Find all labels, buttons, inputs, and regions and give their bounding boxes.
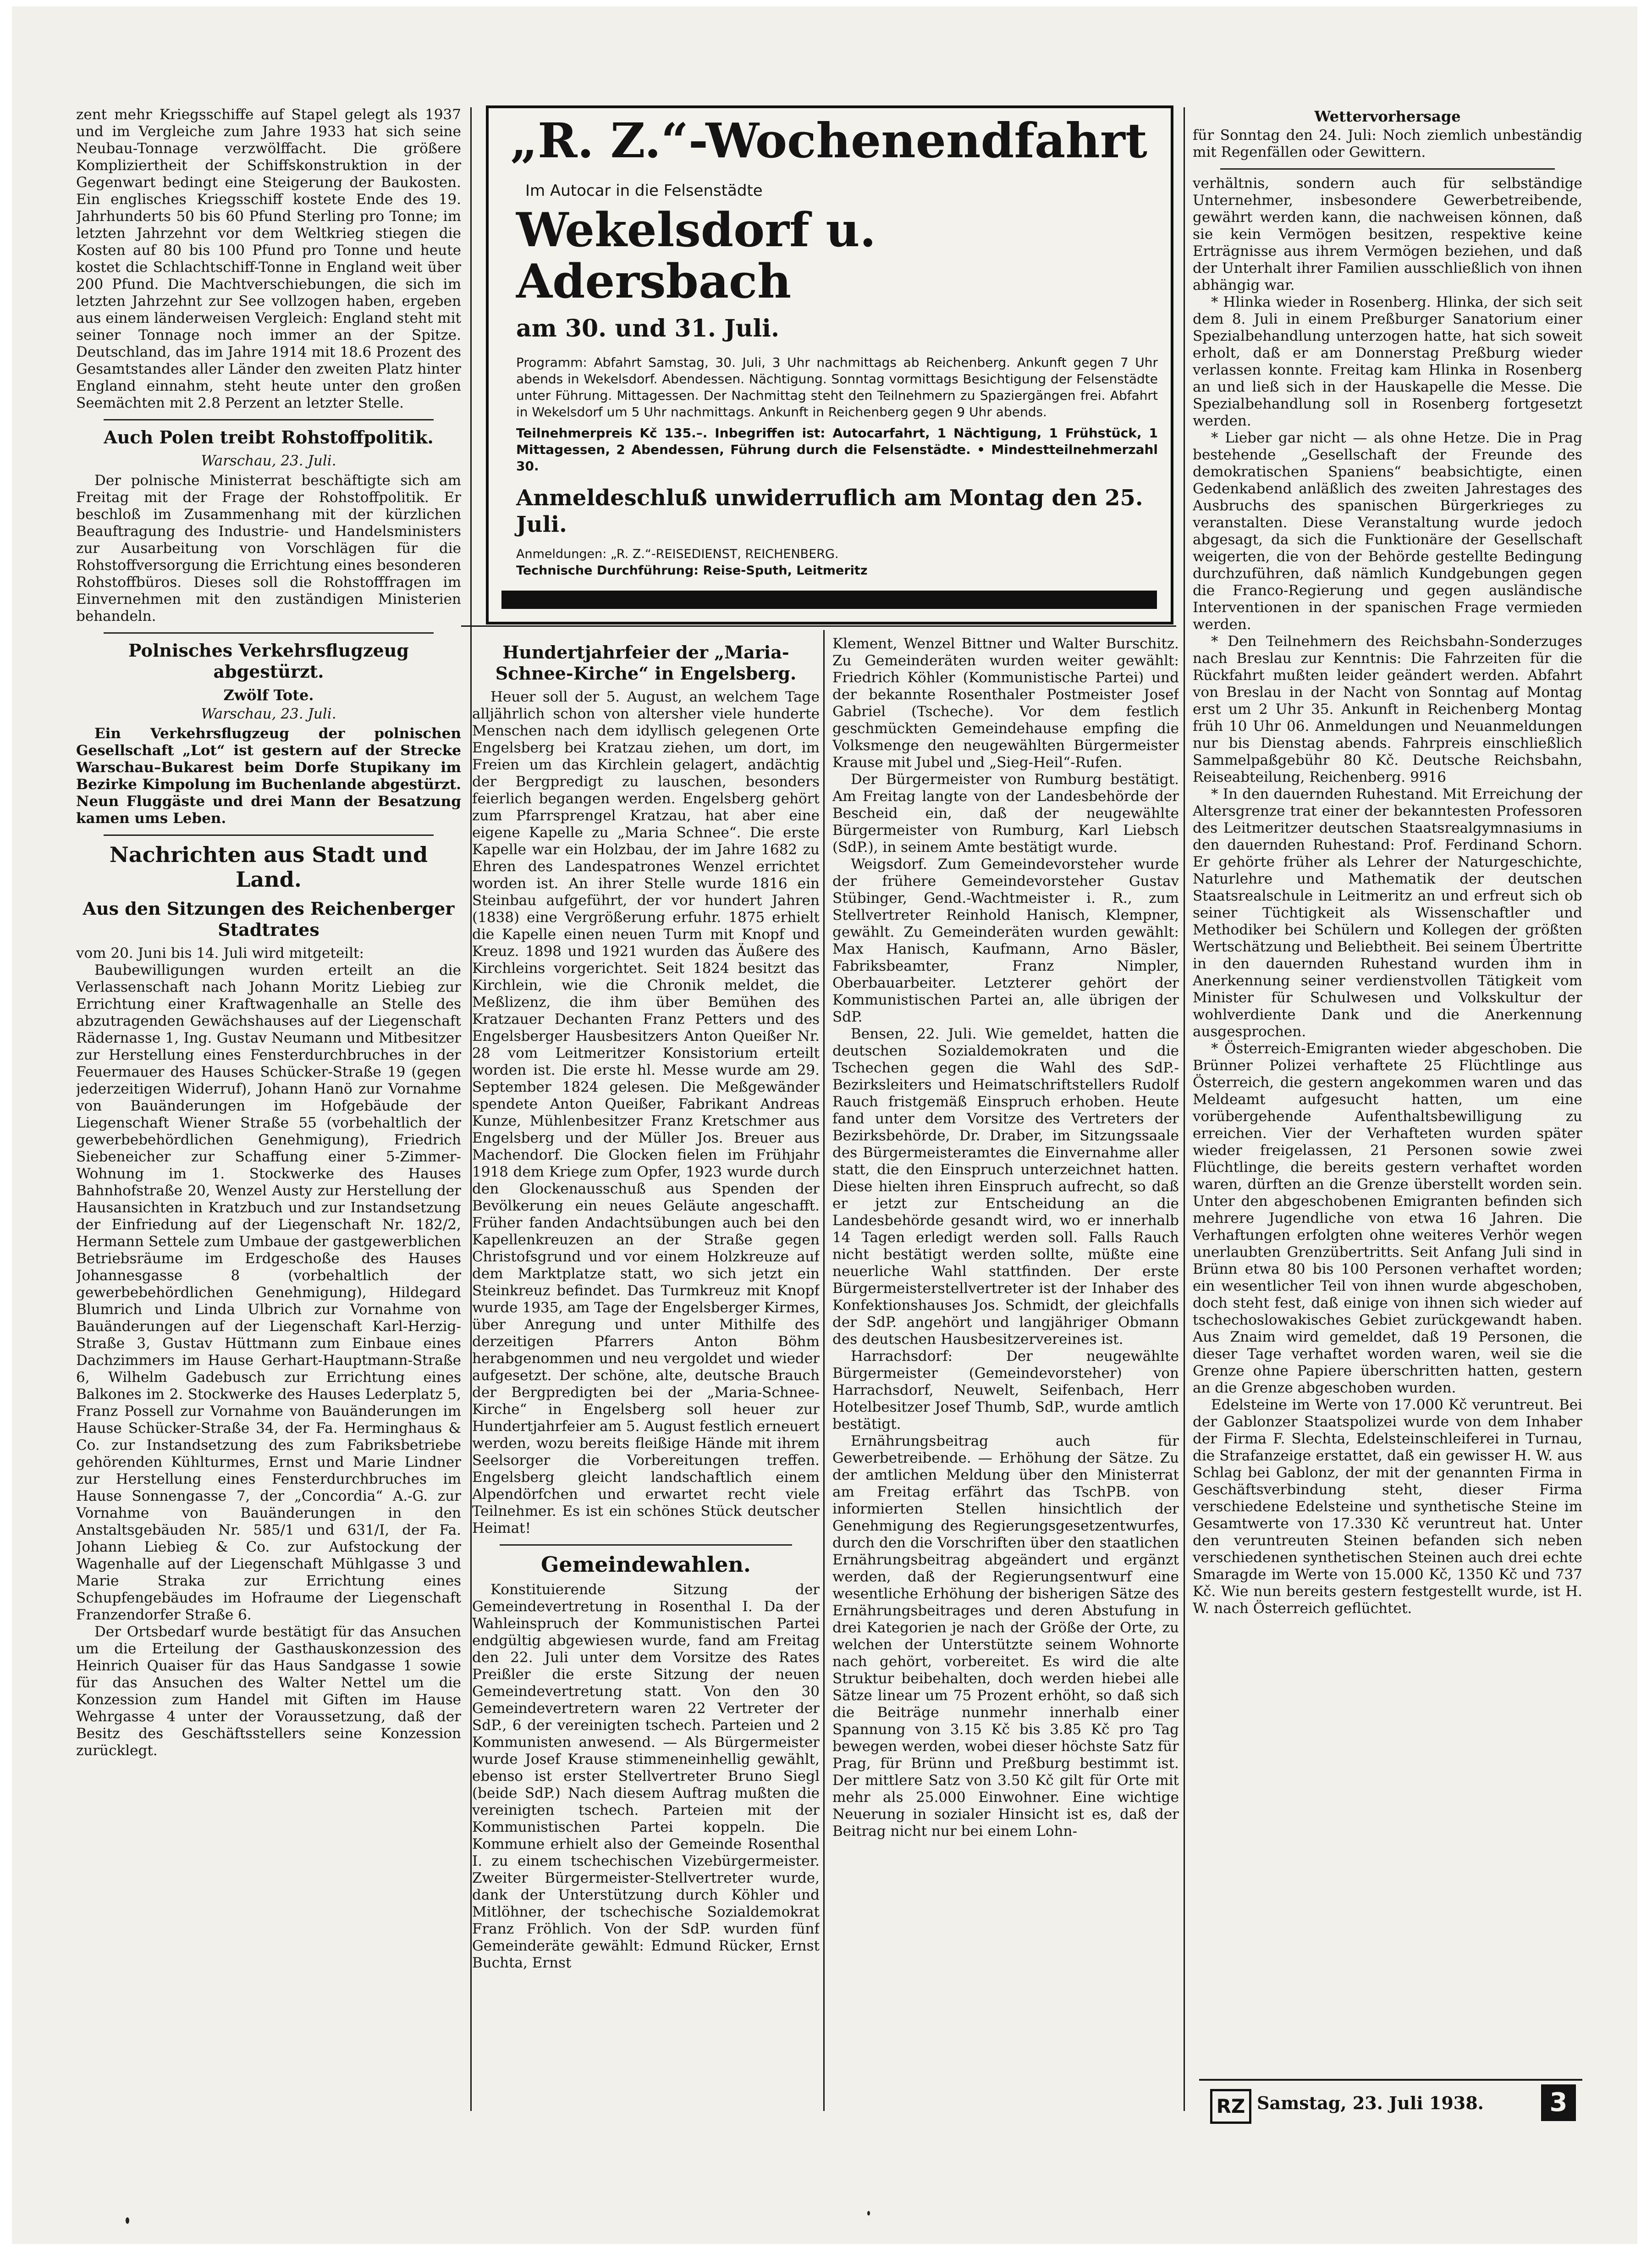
weather-title: Wettervorhersage [1314, 108, 1461, 125]
section-rule [461, 625, 1176, 627]
article-rosenthal-session: Konstituierende Sitzung der Gemeindevertretung in Rosenthal I. Da der Wahleinspruch der Kommunistischen Partei endgültig abgewiesen wurde, fand am Freitag den 22. Juli unter dem Vorsitze des Rates Preißler die erste Sitzung der neuen Gemeindevertretung statt. Von den 30 Gemeindevertretern waren 22 Vertreter der SdP., 6 der vereinigten tschech. Parteien und 2 Kommunisten anwesend. — Als Bürgermeister wurde Josef Krause stimmeneinhellig gewählt, ebenso ist erster Stellvertreter Bruno Siegl (beide SdP.) Nach diesem Auftrag mußten die vereinigten tschech. Parteien mit der Kommunistischen Partei koppeln. Die Kommune erhielt also der Gemeinde Rosenthal I. zu einem tschechischen Vizebürgermeister. Zweiter Bürgermeister-Stellvertreter wurde, dank der Unterstützung durch Köhler und Mitlöhner, der tschechische Sozialdemokrat Franz Fröhlich. Von der SdP. wurden fünf Gemeinderäte gewählt: Edmund Rücker, Ernst Buchta, Ernst [472, 1581, 820, 1971]
dateline: Warschau, 23. Juli. [201, 706, 336, 722]
ad-subtitle: Im Autocar in die Felsenstädte [525, 182, 763, 200]
article-gemstones: Edelsteine im Werte von 17.000 Kč veruntreut. Bei der Gablonzer Staatspolizei wurde von dem Inhaber der Firma F. Slechta, Edelsteinschleiferei in Turnau, die Strafanzeige erstattet, daß ein gewisser H. W. aus Schlag bei Gablonz, der mit der genannten Firma in Geschäftsverbindung steht, dieser Firma verschiedene Edelsteine und synthetische Steine im Gesamtwerte von 17.330 Kč veruntreut hat. Unter den veruntreuten Steinen befanden sich neben verschiedenen synthetischen Steinen auch drei echte Smaragde im Werte von 15.000 Kč, 1350 Kč und 737 Kč. Wie nun bereits gestern festgestellt wurde, ist H. W. nach Österreich geflüchtet. [1193, 1397, 1582, 1617]
city-council-intro: vom 20. Juni bis 14. Juli wird mitgeteilt: [76, 945, 364, 961]
ad-date: am 30. und 31. Juli. [516, 315, 780, 343]
column-rule [823, 630, 825, 2111]
article-plane-crash: Ein Verkehrsflugzeug der polnischen Gesellschaft „Lot“ ist gestern auf der Strecke Warschau–Bukarest beim Dorfe Stupikany im Bezirke Kimpolung im Buchenlande abgestürzt. Neun Fluggäste und drei Mann der Besatzung kamen ums Leben. [76, 725, 461, 827]
article-rumburg-mayor: Der Bürgermeister von Rumburg bestätigt. Am Freitag langte von der Landesbehörde der Bescheid ein, daß der neugewählte Bürgermeister von Rumburg, Karl Liebsch (SdP.), in seinem Amte bestätigt wurde. [832, 771, 1179, 856]
article-intro: zent mehr Kriegsschiffe auf Stapel gelegt als 1937 und im Vergleiche zum Jahre 1933 hat sich seine Neubau-Tonnage verzwölffacht. Die größere Kompliziertheit der Schiffskonstruktion in der Gegenwart bedingt eine Steigerung der Baukosten. Ein englisches Kriegsschiff kostete Ende des 19. Jahrhunderts 50 bis 60 Pfund Sterling pro Tonne; im letzten Jahrzehnt vor dem Weltkrieg stiegen die Kosten auf 80 bis 100 Pfund pro Tonne und heute kostet die Schlachtschiff-Tonne in England weit über 200 Pfund. Die Machtverschiebungen, die sich im letzten Jahrzehnt zur See vollzogen haben, ergeben aus einem länderweisen Vergleich: England steht mit seiner Tonnage noch immer an der Spitze. Deutschland, das im Jahre 1914 mit 18.6 Prozent des Gesamtstandes aller Länder den zweiten Platz hinter England einnahm, steht heute unter den großen Seemächten mit 2.8 Perzent an letzter Stelle. [76, 106, 461, 411]
page-number: 3 [1541, 2084, 1576, 2121]
article-building-permits: Baubewilligungen wurden erteilt an die Verlassenschaft nach Johann Moritz Liebieg zur Errichtung einer Kraftwagenhalle an Stelle des abzutragenden Gewächshauses auf der Liegenschaft Rädernasse 1, Ing. Gustav Neumann und Mitbesitzer zur Herstellung eines Fensterdurchbruches in der Feuermauer des Hauses Schücker-Straße 19 (gegen jederzeitigen Widerruf), Johann Hanö zur Vornahme von Bauänderungen im Hofgebäude der Liegenschaft Wiener Straße 55 (vorbehaltlich der gewerbebehördlichen Genehmigung), Friedrich Siebeneicher zur Schaffung einer 5-Zimmer-Wohnung im 1. Stockwerke des Hauses Bahnhofstraße 20, Wenzel Austy zur Herstellung der Hausansichten in Kratzbuch und zur Instandsetzung der Einfriedung auf der Liegenschaft Nr. 182/2, Hermann Settele zum Umbaue der gastgewerblichen Betriebsräume im Erdgeschoße des Hauses Johannesgasse 8 (vorbehaltlich der gewerbebehördlichen Genehmigung), Hildegard Blumrich und Linda Ulbrich zur Vornahme von Bauänderungen auf der Liegenschaft Karl-Herzig-Straße 3, Gustav Hüttmann zum Einbaue eines Dachzimmers im Hause Gerhart-Hauptmann-Straße 6, Wilhelm Gadebusch zur Errichtung eines Balkones im 2. Stockwerke des Hauses Lederplatz 5, Franz Possell zur Vornahme von Bauänderungen im Hause Schücker-Straße 34, der Fa. Herminghaus & Co. zur Instandsetzung des zum Fabriksbetriebe gehörenden Kühlturmes, Ernst und Marie Lindner zur Herstellung eines Fensterdurchbruches im Hause Sonnengasse 7, der „Concordia“ A.-G. zur Vornahme von Bauänderungen in den Anstaltsgebäuden Nr. 585/1 und 631/I, der Fa. Johann Liebieg & Co. zur Aufstockung der Wagenhalle auf der Liegenschaft Mühlgasse 3 und Marie Straka zur Errichtung eines Schupfengebäudes im Hofraume der Liegenschaft Franzendorfer Straße 6. [76, 962, 461, 1623]
column-1 [76, 106, 461, 2105]
scan-mark [867, 2211, 870, 2216]
headline-engelsberg-centenary: Hundertjahrfeier der „Maria-Schnee-Kirche“ in Engelsberg. [495, 642, 797, 684]
subheadline-plane-crash: Zwölf Tote. [223, 686, 314, 704]
article-food-contribution: Ernährungsbeitrag auch für Gewerbetreibende. — Erhöhung der Sätze. Zu der amtlichen Meldung über den Ministerrat am Freitag erfährt das TschPB. von informierten Stellen hinsichtlich der Genehmigung des Regierungsgesetzentwurfes, durch den die Vorschriften über den staatlichen Ernährungsbeitrag abgeändert und ergänzt werden, daß der Regierungsentwurf eine wesentliche Erhöhung der bisherigen Sätze des Ernährungsbeitrages und deren Abstufung in drei Kategorien je nach der Größe der Orte, zu welchen der Unterstützte seinem Wohnorte nach gehört, vorbereitet. Es wird die alte Struktur beibehalten, doch werden hiebei alle Sätze linear um 75 Prozent erhöht, so daß sich die Beiträge nunmehr innerhalb einer Spannung von 3.15 Kč bis 3.85 Kč pro Tag bewegen werden, wobei dieser höchste Satz für Prag, für Brünn und Preßburg bestimmt ist. Der mittlere Satz von 3.50 Kč gilt für Orte mit mehr als 25.000 Einwohner. Eine wichtige Neuerung in sozialer Hinsicht ist es, daß der Beitrag nicht nur bei einem Lohn- [832, 1433, 1179, 1840]
article-bensen: Bensen, 22. Juli. Wie gemeldet, hatten die deutschen Sozialdemokraten und die Tschechen gegen die Wahl des SdP.-Bezirksleiters und Heimatschriftstellers Rudolf Rauch fristgemäß Einspruch erhoben. Heute fand unter dem Vorsitze des Vertreters der Bezirksbehörde, Dr. Draber, im Sitzungssaale des Bürgermeisteramtes die Einvernahme aller statt, die den Einspruch unterzeichnet hatten. Diese hielten ihren Einspruch aufrecht, so daß er jetzt zur Entscheidung an die Landesbehörde gesandt wird, wo er innerhalb 14 Tagen erledigt werden soll. Falls Rauch nicht bestätigt werden sollte, müßte eine neuerliche Wahl stattfinden. Der erste Bürgermeisterstellvertreter ist der Inhaber des Konfektionshauses Jos. Schmidt, der gleichfalls der SdP. angehört und langjähriger Obmann des deutschen Hausbesitzervereines ist. [832, 1026, 1179, 1348]
ad-contact: Anmeldungen: „R. Z.“-REISEDIENST, REICHENBERG. [516, 547, 839, 561]
ad-price: Teilnehmerpreis Kč 135.–. Inbegriffen ist: Autocarfahrt, 1 Nächtigung, 1 Frühstück, 1 Mittagessen, 2 Abendessen, Führung durch die Felsenstädte. • Mindestteilnehmerzahl 30. [516, 425, 1158, 474]
newspaper-page [12, 6, 1637, 2244]
travel-advertisement [486, 105, 1173, 624]
column-3 [832, 635, 1179, 2107]
article-local-demand: Der Ortsbedarf wurde bestätigt für das Ansuchen um die Erteilung der Gasthauskonzession des Heinrich Quaiser für das Haus Sandgasse 1 sowie für das Ansuchen des Walter Nettel um die Konzession zum Handel mit Giften im Hause Wehrgasse 4 unter der Voraussetzung, daß der Besitz des Geschäftsstellers seine Konzession zurücklegt. [76, 1624, 461, 1759]
article-weigsdorf: Weigsdorf. Zum Gemeindevorsteher wurde der frühere Gemeindevorsteher Gustav Stübinger, Gend.-Wachtmeister i. R., zum Stellvertreter Reinhold Hanisch, Klempner, gewählt. Zu Gemeinderäten wurden gewählt: Max Hanisch, Kaufmann, Arno Bäsler, Fabriksbeamter, Franz Nimpler, Oberbauarbeiter. Letzterer gehört der Kommunistischen Partei an, alle übrigen der SdP. [832, 856, 1179, 1025]
weather-forecast: für Sonntag den 24. Juli: Noch ziemlich unbeständig mit Regenfällen oder Gewittern. [1193, 127, 1582, 160]
article-spain-event: * Lieber gar nicht — als ohne Hetze. Die in Prag bestehende „Gesellschaft der Freunde des demokratischen Spaniens“ beabsichtigte, einen Gedenkabend anläßlich des zweiten Jahrestages des Ausbruchs des spanischen Bürgerkrieges zu veranstalten. Diese Veranstaltung wurde jedoch abgesagt, da sich die Funktionäre der Gesellschaft weigerten, die von der Behörde gestellte Bedingung durchzuführen, daß nämlich Kundgebungen gegen die Franco-Regierung und gegen ausländische Interventionen in der spanischen Frage vermieden werden. [1193, 430, 1582, 633]
article-rosenthal-continued: Klement, Wenzel Bittner und Walter Burschitz. Zu Gemeinderäten wurden weiter gewählt: Friedrich Köhler (Kommunistische Partei) und der bekannte Rosenthaler Postmeister Josef Gabriel (Tscheche). Vor dem festlich geschmückten Gemeindehause empfing die Volksmenge den neugewählten Bürgermeister Krause mit Jubel und „Sieg-Heil“-Rufen. [832, 635, 1179, 771]
ad-deadline: Anmeldeschluß unwiderruflich am Montag den 25. Juli. [516, 485, 1143, 537]
article-hlinka: * Hlinka wieder in Rosenberg. Hlinka, der sich seit dem 8. Juli in einem Preßburger Sanatorium einer Spezialbehandlung unterzogen hatte, hat sich soweit erholt, daß er am Donnerstag Preßburg wieder verlassen konnte. Freitag kam Hlinka in Rosenberg an und ließ sich in der Hauskapelle die Messe. Die Spezialbehandlung soll in Rosenberg fortgesetzt werden. [1193, 294, 1582, 429]
headline-plane-crash: Polnisches Verkehrsflugzeug abgestürzt. [128, 640, 409, 682]
footer-rule [1199, 2079, 1582, 2081]
issue-date: Samstag, 23. Juli 1938. [1257, 2093, 1484, 2113]
article-separator [104, 632, 434, 634]
headline-poland-raw-materials: Auch Polen treibt Rohstoffpolitik. [104, 427, 434, 448]
article-separator [500, 1544, 792, 1546]
dateline: Warschau, 23. Juli. [201, 453, 336, 469]
section-title-municipal-elections: Gemeindewahlen. [541, 1552, 751, 1577]
article-harrachsdorf: Harrachsdorf: Der neugewählte Bürgermeister (Gemeindevorsteher) von Harrachsdorf, Neuwelt, Seifenbach, Herr Hotelbesitzer Josef Thumb, SdP., wurde amtlich bestätigt. [832, 1348, 1179, 1432]
ad-bottom-bar [501, 591, 1157, 609]
article-separator [104, 419, 434, 420]
column-rule [470, 107, 472, 2111]
column-2 [472, 635, 820, 2107]
article-separator [104, 834, 434, 836]
article-austria-emigrants: * Österreich-Emigranten wieder abgeschoben. Die Brünner Polizei verhaftete 25 Flüchtlinge aus Österreich, die gestern angekommen waren und das Meldeamt aufgesucht hatten, um eine vorübergehende Aufenthaltsbewilligung zu erreichen. Vier der Verhafteten wurden später wieder freigelassen, 21 Personen sowie zwei Flüchtlinge, die bereits gestern verhaftet worden waren, dürften an die Grenze überstellt worden sein. Unter den abgeschobenen Emigranten befinden sich mehrere Jugendliche von etwa 16 Jahren. Die Verhaftungen erfolgten ohne weiteres Verhör wegen unerlaubten Grenzübertritts. Seit Anfang Juli sind in Brünn etwa 80 bis 100 Personen verhaftet worden; ein wesentlicher Teil von ihnen wurde abgeschoben, doch steht fest, daß einige von ihnen sich wieder auf tschechoslowakisches Gebiet zurückgewandt haben. Aus Znaim wird gemeldet, daß 19 Personen, die dieser Tage verhaftet worden waren, weil sie die Grenze ohne Papiere überschritten hatten, gestern an die Grenze abgeschoben wurden. [1193, 1040, 1582, 1396]
article-separator [1220, 168, 1555, 170]
article-poland-raw-materials: Der polnische Ministerrat beschäftigte sich am Freitag mit der Frage der Rohstoffpolitik. Er beschloß im Zusammenhang mit der kürzlichen Beauftragung des Industrie- und Handelsministers zur Ausarbeitung von Vorschlägen für die Rohstoffversorgung die Errichtung eines besonderen Rohstoffbüros. Dieses soll die Rohstofffragen im Einvernehmen mit den zuständigen Ministerien behandeln. [76, 472, 461, 624]
column-rule [1184, 107, 1185, 2111]
headline-city-council: Aus den Sitzungen des Reichenberger Stadtrates [83, 898, 455, 940]
article-food-contribution-continued: verhältnis, sondern auch für selbständige Unternehmer, insbesondere Gewerbetreibende, gewährt werden kann, die nachweisen können, daß sie kein Vermögen besitzen, respektive keine Erträgnisse aus ihrem Vermögen beziehen, und daß der Unterhalt ihrer Familien ausschließlich von ihnen abhängig war. [1193, 175, 1582, 293]
ad-body [516, 182, 1158, 579]
article-engelsberg-centenary: Heuer soll der 5. August, an welchem Tage alljährlich schon von altersher viele hunderte Menschen nach dem idyllisch gelegenen Orte Engelsberg bei Kratzau ziehen, um dort, im Freien um das Kirchlein gelagert, andächtig der Bergpredigt zu lauschen, besonders feierlich begangen werden. Engelsberg gehört zum Pfarrsprengel Kratzau, hat aber eine eigene Kapelle zu „Maria Schnee“. Die erste Kapelle war ein Holzbau, der im Jahre 1682 zu Ehren des Landespatrones Wenzel errichtet worden ist. An ihrer Stelle wurde 1816 ein Steinbau aufgeführt, der vor hundert Jahren (1838) eine Vergrößerung erfuhr. 1875 erhielt die Kapelle einen neuen Turm mit Knopf und Kreuz. 1898 und 1921 wurden das Äußere des Kirchleins vorgerichtet. Seit 1824 besitzt das Kirchlein, wie die Chronik meldet, die Meßlizenz, die ihm über Bemühen des Kratzauer Dechanten Franz Petters und des Engelsberger Hausbesitzers Anton Queißer Nr. 28 vom Leitmeritzer Konsistorium erteilt worden ist. Die erste hl. Messe wurde am 29. September 1824 gelesen. Die Meßgewänder spendete Anton Queißer, Fabrikant Andreas Kunze, Mühlenbesitzer Franz Kretschmer aus Engelsberg und der Müller Jos. Breuer aus Machendorf. Die Glocken fielen im Frühjahr 1918 dem Kriege zum Opfer, 1923 wurde durch den Glockenausschuß aus Spenden der Bevölkerung ein neues Geläute angeschafft. Früher fanden Andachtsübungen auch bei den Kapellenkreuzen an der Straße gegen Christofsgrund und vor einem Holzkreuze auf dem Marktplatze statt, wo sich jetzt ein Steinkreuz befindet. Das Turmkreuz mit Knopf wurde 1935, am Tage der Engelsberger Kirmes, über Anregung und unter Mithilfe des derzeitigen Pfarrers Anton Böhm herabgenommen und neu vergoldet und wieder aufgesetzt. Der schöne, alte, deutsche Brauch der Bergpredigten bei der „Maria-Schnee-Kirche“ in Engelsberg soll heuer zur Hundertjahrfeier am 5. August festlich erneuert werden, wozu bereits fleißige Hände mit ihrem Seelsorger die Vorbereitungen treffen. Engelsberg gleicht landschaftlich einem Alpendörfchen und erwartet recht viele Teilnehmer. Es ist ein schönes Stück deutscher Heimat! [472, 689, 820, 1536]
article-retirement: * In den dauernden Ruhestand. Mit Erreichung der Altersgrenze trat einer der bekanntesten Professoren des Leitmeritzer deutschen Staatsrealgymnasiums in den dauernden Ruhestand: Prof. Ferdinand Schorn. Er gehörte früher als Lehrer der Naturgeschichte, Naturlehre und Mathematik der deutschen Staatsrealschule in Leitmeritz an und erfreut sich ob seiner Tüchtigkeit als Wissenschaftler und Methodiker bei Schülern und Kollegen der größten Wertschätzung und Beliebtheit. Bei seinem Übertritte in den dauernden Ruhestand wurden ihm in Anerkennung seiner verdienstvollen Tätigkeit vom Minister für Schulwesen und Volkskultur der wohlverdiente Dank und die Anerkennung ausgesprochen. [1193, 786, 1582, 1040]
column-4 [1193, 106, 1582, 2073]
newspaper-logo: RZ [1210, 2089, 1251, 2124]
section-title-local-news: Nachrichten aus Stadt und Land. [109, 842, 428, 892]
article-breslau-train: * Den Teilnehmern des Reichsbahn-Sonderzuges nach Breslau zur Kenntnis: Die Fahrzeiten für die Rückfahrt mußten leider geändert werden. Abfahrt von Breslau in der Nacht von Sonntag auf Montag erst um 2 Uhr 35. Ankunft in Reichenberg Montag früh 10 Uhr 06. Anmeldungen und Neuanmeldungen nur bis Dienstag abends. Fahrpreis einschließlich Sammelpaßgebühr 80 Kč. Deutsche Reichsbahn, Reiseabteilung, Reichenberg. 9916 [1193, 633, 1582, 785]
ad-program: Programm: Abfahrt Samstag, 30. Juli, 3 Uhr nachmittags ab Reichenberg. Ankunft gegen 7 Uhr abends in Wekelsdorf. Abendessen. Nächtigung. Sonntag vormittags Besichtigung der Felsenstädte unter Führung. Mittagessen. Der Nachmittag steht den Teilnehmern zu Spaziergängen frei. Abfahrt in Wekelsdorf um 5 Uhr nachmittags. Ankunft in Reichenberg gegen 9 Uhr abends. [516, 355, 1158, 420]
ad-destination: Wekelsdorf u. Adersbach [516, 203, 876, 309]
ad-title: „R. Z.“-Wochenendfahrt [510, 112, 1147, 169]
ad-tech: Technische Durchführung: Reise-Sputh, Leitmeritz [516, 564, 868, 578]
scan-mark [126, 2217, 129, 2224]
